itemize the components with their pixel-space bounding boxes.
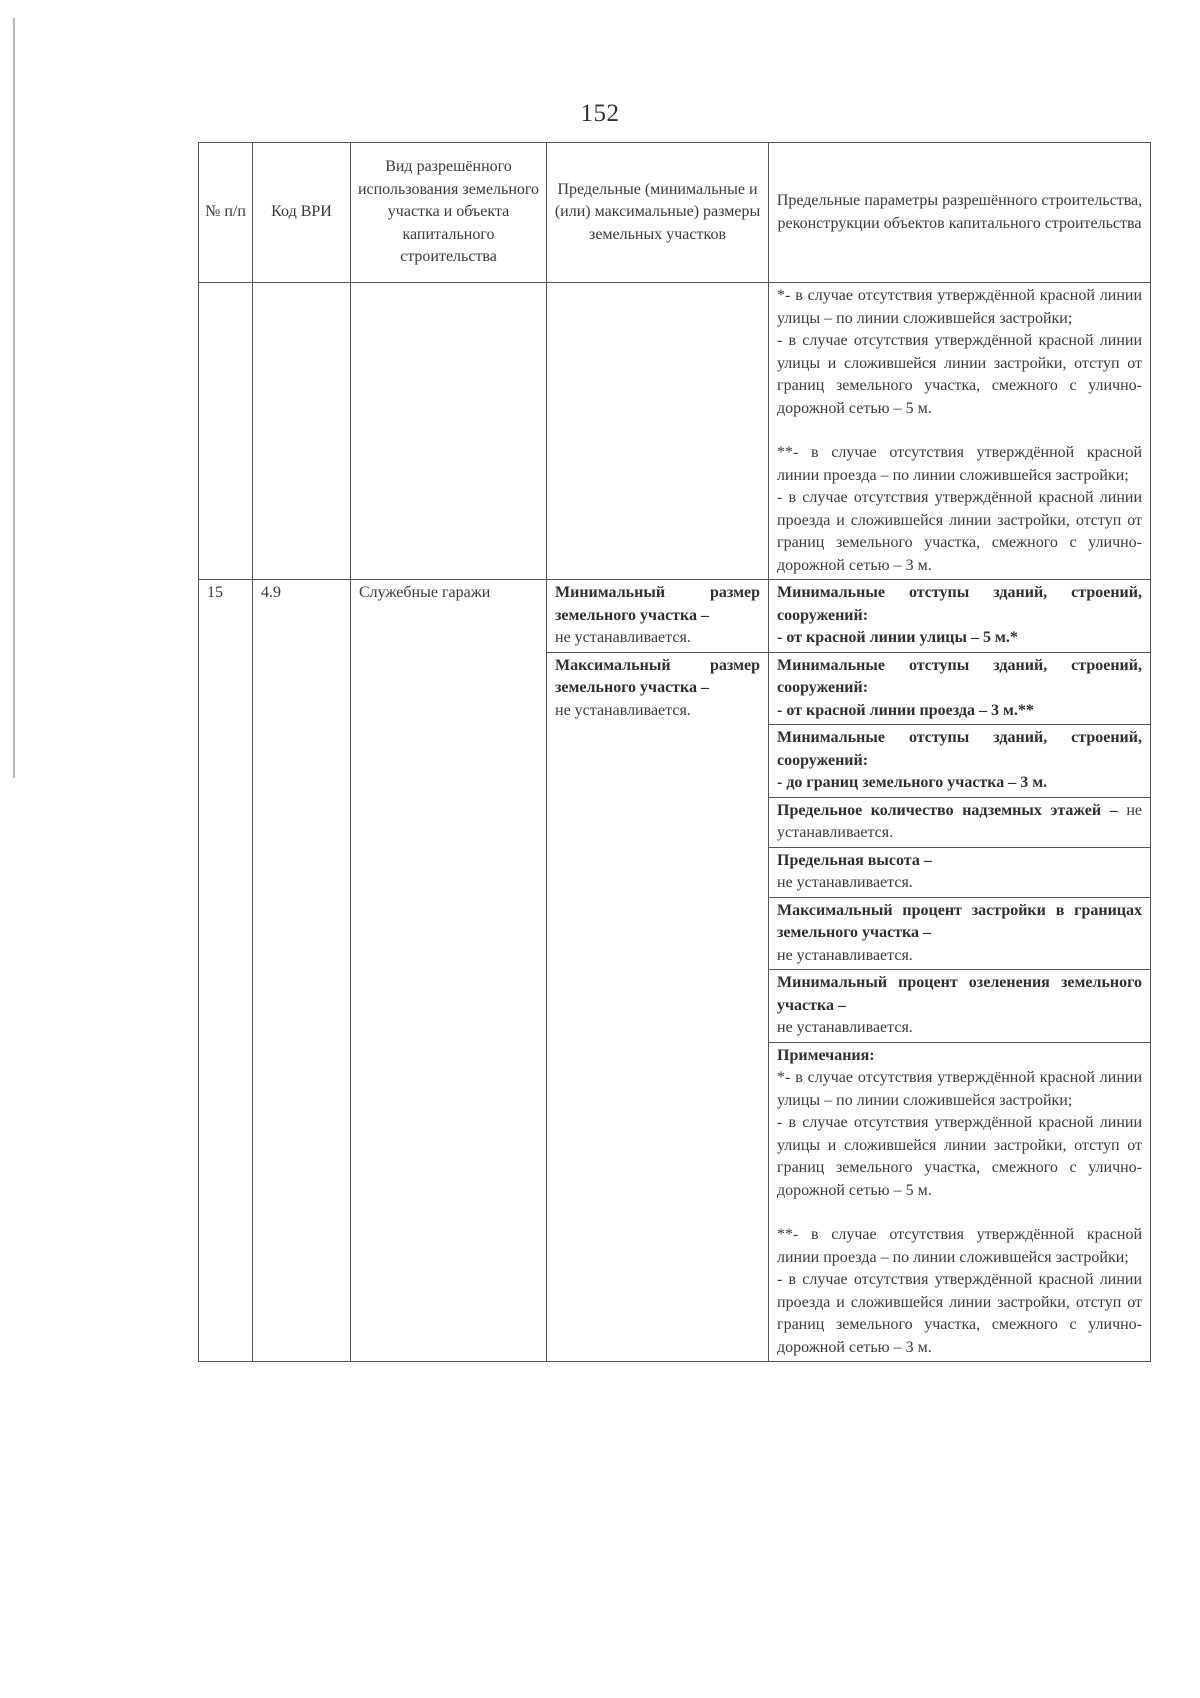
scan-edge-line: [13, 18, 15, 778]
param-1-title: Минимальные отступы зданий, строений, сооружений:: [777, 584, 1142, 624]
note-3: **- в случае отсутствия утверждённой красной линии проезда – по линии сложившейся застройки;: [777, 1226, 1142, 1266]
param-1-value: - от красной линии улицы – 5 м.*: [777, 629, 1018, 646]
notes-cell: [769, 1042, 1151, 1362]
cont-note-2: - в случае отсутствия утверждённой красной линии улицы и сложившейся линии застройки, отступ от границ земельного участка, смежного с улично-дорожной сетью – 5 м.: [777, 332, 1142, 417]
param-5-title: Предельная высота –: [777, 851, 932, 869]
row-15-a: [199, 580, 1151, 653]
continuation-notes-cell: [769, 283, 1151, 580]
notes-title: Примечания:: [777, 1046, 875, 1064]
param-height: [769, 847, 1151, 897]
cont-type-cell: [351, 283, 547, 580]
min-plot-size-value: не устанавливается.: [555, 629, 691, 646]
param-min-greenery: [769, 970, 1151, 1043]
param-3-title: Минимальные отступы зданий, строений, сооружений:: [777, 729, 1142, 769]
note-4: - в случае отсутствия утверждённой красной линии проезда и сложившейся линии застройки, отступ от границ земельного участка, смежного с улично-дорожной сетью – 3 м.: [777, 1271, 1142, 1356]
cont-size-cell: [547, 283, 769, 580]
min-plot-size-title: Минимальный размер земельного участка –: [555, 584, 760, 624]
param-2-value: - от красной линии проезда – 3 м.**: [777, 701, 1034, 719]
max-plot-size-cell: [547, 652, 769, 1362]
max-plot-size-title: Максимальный размер земельного участка –: [555, 656, 760, 696]
header-code: Код ВРИ: [253, 143, 351, 283]
table-header-row: [199, 143, 1151, 283]
min-plot-size-cell: [547, 580, 769, 653]
header-num: № п/п: [199, 143, 253, 283]
header-type: Вид разрешённого использования земельного участка и объекта капитального строительства: [351, 143, 547, 283]
page-number: 152: [580, 100, 620, 127]
param-7-title: Минимальный процент озеленения земельного участка –: [777, 974, 1142, 1014]
param-red-line-driveway: [769, 652, 1151, 725]
param-plot-boundary: [769, 725, 1151, 798]
param-floors: [769, 797, 1151, 847]
param-max-coverage: [769, 897, 1151, 970]
param-red-line-street: [769, 580, 1151, 653]
header-params: Предельные параметры разрешённого строительства, реконструкции объектов капитального строительства: [769, 143, 1151, 283]
note-2: - в случае отсутствия утверждённой красной линии улицы и сложившейся линии застройки, отступ от границ земельного участка, смежного с улично-дорожной сетью – 5 м.: [777, 1114, 1142, 1199]
zoning-table: [198, 142, 1151, 1362]
max-plot-size-value: не устанавливается.: [555, 701, 691, 719]
param-4-title: Предельное количество надземных этажей –: [777, 801, 1118, 819]
cont-note-4: - в случае отсутствия утверждённой красной линии проезда и сложившейся линии застройки, отступ от границ земельного участка, смежного с улично-дорожной сетью – 3 м.: [777, 489, 1142, 574]
row15-code: 4.9: [253, 580, 351, 1362]
cont-num-cell: [199, 283, 253, 580]
continuation-row: [199, 283, 1151, 580]
row15-type: Служебные гаражи: [351, 580, 547, 1362]
row15-num: 15: [199, 580, 253, 1362]
cont-note-1: *- в случае отсутствия утверждённой красной линии улицы – по линии сложившейся застройки;: [777, 287, 1142, 327]
note-1: *- в случае отсутствия утверждённой красной линии улицы – по линии сложившейся застройки;: [777, 1069, 1142, 1109]
param-6-title: Максимальный процент застройки в границах земельного участка –: [777, 901, 1142, 941]
cont-code-cell: [253, 283, 351, 580]
header-plot-size: Предельные (минимальные и (или) максимальные) размеры земельных участков: [547, 143, 769, 283]
param-4-value: не устанавливается.: [777, 801, 1143, 841]
param-2-title: Минимальные отступы зданий, строений, сооружений:: [777, 656, 1142, 696]
param-3-value: - до границ земельного участка – 3 м.: [777, 774, 1048, 791]
param-6-value: не устанавливается.: [777, 946, 913, 964]
param-7-value: не устанавливается.: [777, 1019, 913, 1036]
cont-note-3: **- в случае отсутствия утверждённой красной линии проезда – по линии сложившейся застройки;: [777, 444, 1142, 484]
param-5-value: не устанавливается.: [777, 874, 913, 891]
